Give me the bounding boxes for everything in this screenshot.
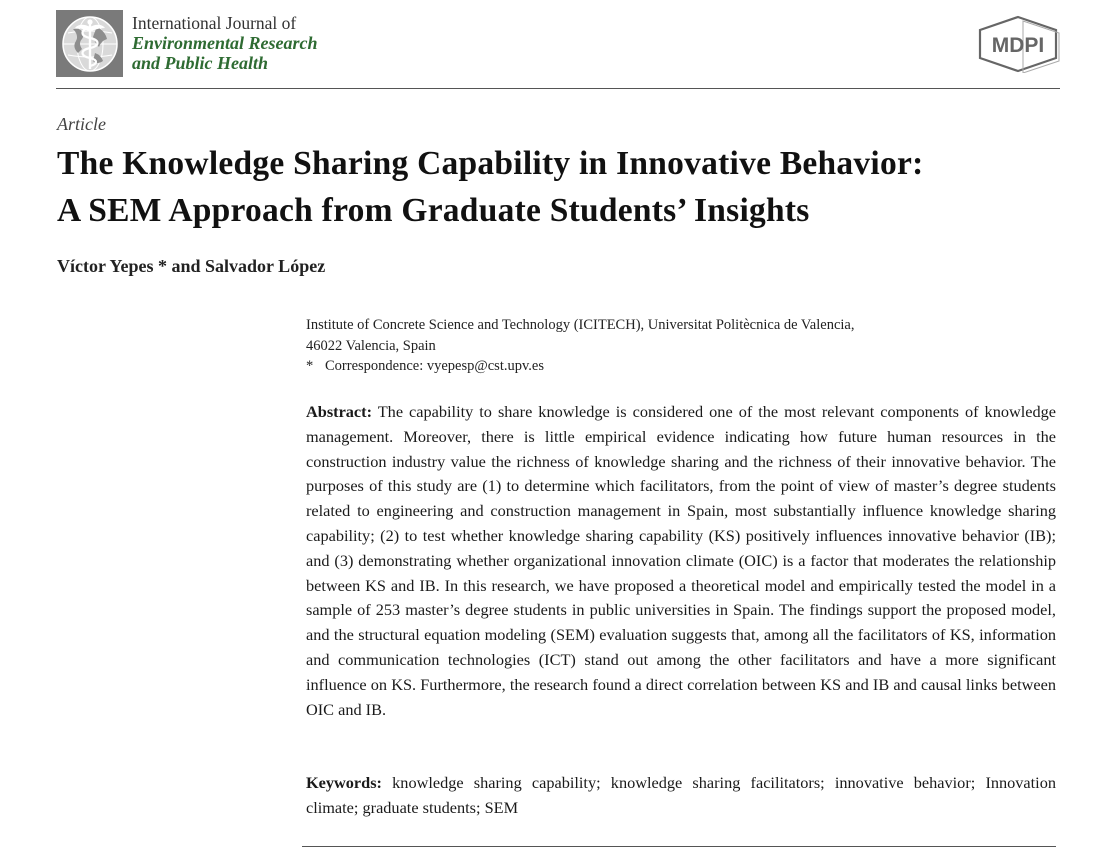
article-title-line2: A SEM Approach from Graduate Students’ Insights: [57, 192, 810, 229]
affiliation-line2: 46022 Valencia, Spain: [306, 337, 436, 354]
correspondence-line: [306, 356, 1066, 377]
keywords: [306, 771, 1056, 821]
section-divider: [302, 846, 1056, 847]
affiliation-line1: Institute of Concrete Science and Technology (ICITECH), Universitat Politècnica de Valencia,: [306, 317, 855, 333]
affiliation-block: [306, 315, 1066, 377]
correspondence-email: Correspondence: vyepesp@cst.upv.es: [325, 358, 544, 374]
article-title: [57, 140, 1057, 234]
journal-logo: [56, 10, 123, 77]
keywords-text: knowledge sharing capability; knowledge sharing facilitators; innovative behavior; Innovation climate; graduate students; SEM: [306, 773, 1056, 817]
correspondence-star: *: [306, 358, 314, 374]
mdpi-logo-text: MDPI: [991, 34, 1045, 57]
header-divider: [56, 88, 1060, 89]
journal-name: [132, 13, 318, 73]
author-list: Víctor Yepes * and Salvador López: [57, 256, 326, 276]
abstract-label: Abstract:: [306, 402, 373, 421]
mdpi-logo: [976, 15, 1060, 73]
abstract: [306, 400, 1056, 722]
journal-name-line1: International Journal of: [132, 13, 297, 33]
article-type: Article: [57, 114, 106, 134]
journal-name-line2: Environmental Research: [132, 33, 318, 53]
journal-header: [56, 10, 1060, 80]
abstract-text: The capability to share knowledge is considered one of the most relevant components of knowledge management. Moreover, there is little empirical evidence indicating how future human resources in the construction industry value the richness of knowledge sharing and the richness of their innovative behavior. The purposes of this study are (1) to determine which facilitators, from the point of view of master’s degree students related to engineering and construction management in Spain, most substantially influence knowledge sharing capability; (2) to test whether knowledge sharing capability (KS) positively influences innovative behavior (IB); and (3) demonstrating whether organizational innovation climate (OIC) is a factor that moderates the relationship between KS and IB. In this research, we have proposed a theoretical model and empirically tested the model in a sample of 253 master’s degree students in public universities in Spain. The findings support the proposed model, and the structural equation modeling (SEM) evaluation suggests that, among all the facilitators of KS, information and communication technologies (ICT) stand out among the other facilitators and have a more significant influence on KS. Furthermore, the research found a direct correlation between KS and IB and causal links between OIC and IB.: [306, 402, 1056, 719]
keywords-label: Keywords:: [306, 773, 382, 792]
journal-name-line3: and Public Health: [132, 53, 269, 73]
globe-caduceus-icon: [59, 13, 121, 75]
article-title-line1: The Knowledge Sharing Capability in Innovative Behavior:: [57, 145, 924, 182]
